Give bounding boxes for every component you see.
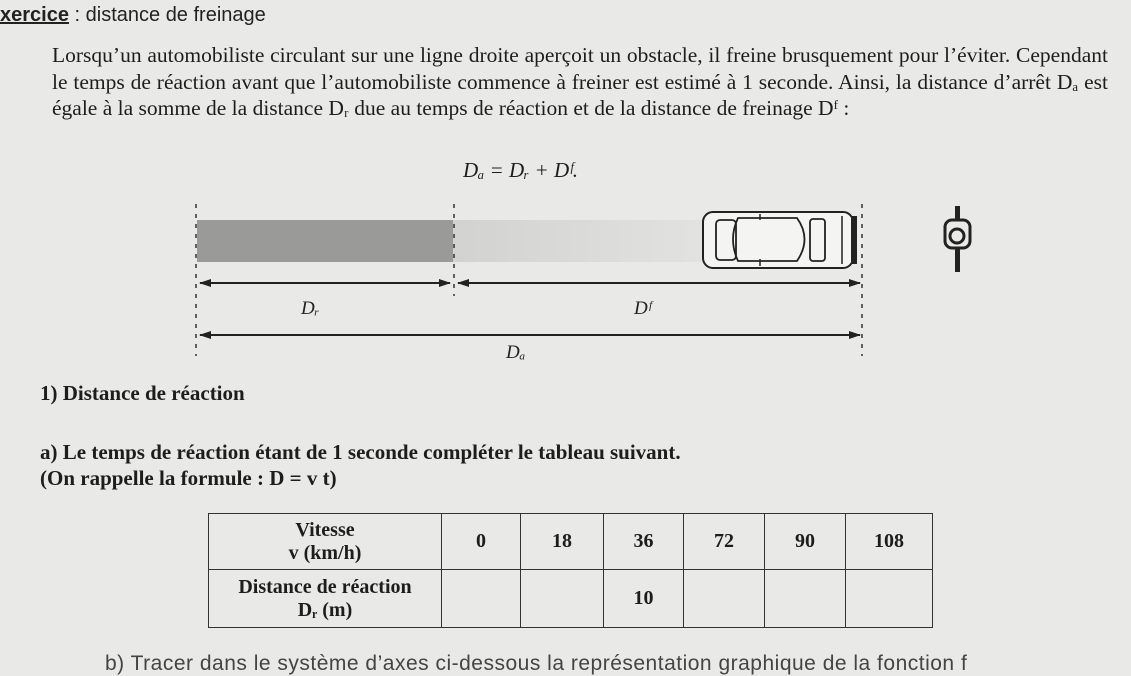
distance-cell[interactable] xyxy=(846,570,933,628)
speed-cell: 108 xyxy=(846,514,933,570)
question-a-text: a) Le temps de réaction étant de 1 seconde compléter le tableau suivant. xyxy=(40,440,681,464)
row-header-distance-line1: Distance de réaction xyxy=(238,575,412,598)
speed-cell: 36 xyxy=(604,514,684,570)
row-header-speed-line1: Vitesse xyxy=(295,518,355,541)
speed-cell: 90 xyxy=(765,514,846,570)
speed-cell: 72 xyxy=(684,514,765,570)
label-df: Dᶠ xyxy=(634,298,652,319)
intro-paragraph: Lorsqu’un automobiliste circulant sur une ligne droite aperçoit un obstacle, il freine brusquement pour l’éviter. Cependant le temps de réaction avant que l’automobiliste commence à freiner est estimé à 1 seconde. Ainsi, la distance d’arrêt Dₐ est égale à la somme de la distance Dᵣ due au temps de réaction et de la distance de freinage Dᶠ : xyxy=(52,43,1108,120)
row-header-speed xyxy=(209,514,442,570)
exercise-title xyxy=(0,4,266,27)
distance-cell[interactable]: 10 xyxy=(604,570,684,628)
exercise-subtitle: : distance de freinage xyxy=(68,4,266,26)
formula-reminder: (On rappelle la formule : D = v t) xyxy=(40,466,337,490)
braking-diagram xyxy=(0,196,1131,371)
obstacle-icon xyxy=(945,206,970,272)
row-header-speed-line2: v (km/h) xyxy=(288,541,362,564)
stopping-distance-formula: Dₐ = Dᵣ + Dᶠ. xyxy=(463,158,579,182)
distance-cell[interactable] xyxy=(765,570,846,628)
question-b-text: b) Tracer dans le système d’axes ci-dessous la représentation graphique de la fonction f xyxy=(105,652,968,675)
exercise-label: xercice xyxy=(0,4,69,26)
car-icon xyxy=(703,212,857,268)
question-1-heading: 1) Distance de réaction xyxy=(40,381,245,405)
reaction-distance-table xyxy=(208,513,933,628)
row-header-distance xyxy=(209,570,442,628)
distance-cell[interactable] xyxy=(521,570,604,628)
distance-cell[interactable] xyxy=(684,570,765,628)
distance-cell[interactable] xyxy=(442,570,521,628)
reaction-zone xyxy=(197,220,453,262)
speed-cell: 18 xyxy=(521,514,604,570)
label-da: Dₐ xyxy=(506,342,526,363)
table-row-distance xyxy=(209,570,933,628)
row-header-distance-line2: Dᵣ (m) xyxy=(297,598,353,621)
speed-cell: 0 xyxy=(442,514,521,570)
label-dr: Dᵣ xyxy=(301,298,320,319)
table-row-speed xyxy=(209,514,933,570)
